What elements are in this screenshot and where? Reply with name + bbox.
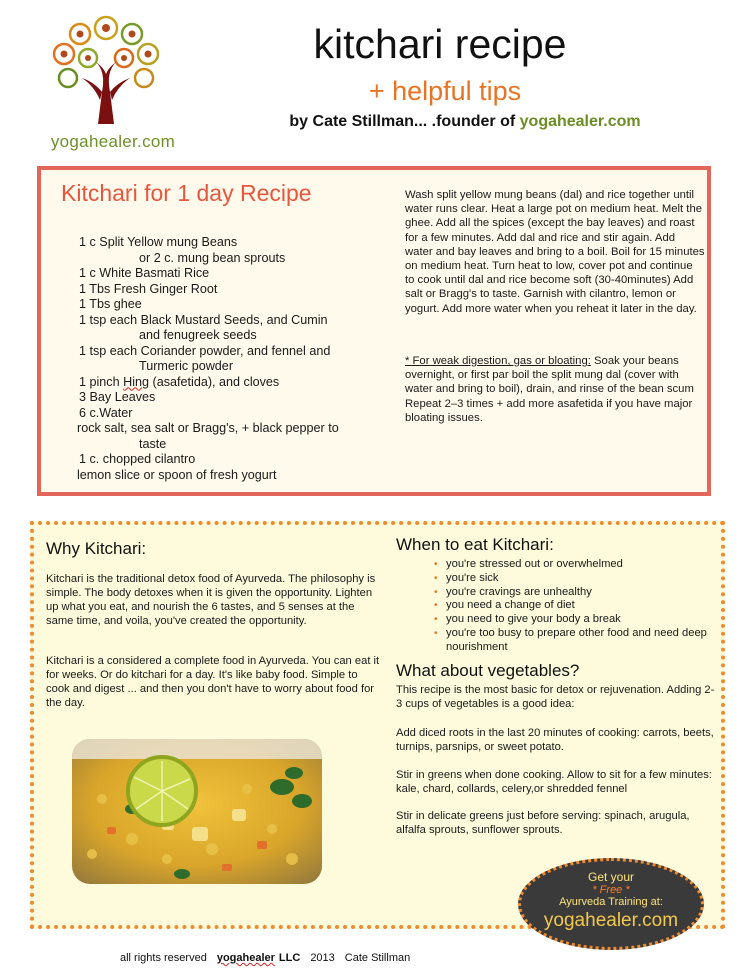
footer-brand: yogahealer: [216, 952, 275, 964]
byline: [240, 113, 690, 131]
byline-text: by Cate Stillman... .founder of: [289, 113, 520, 130]
why-heading: Why Kitchari:: [46, 539, 147, 558]
vegetables-intro: This recipe is the most basic for detox or rejuvenation. Adding 2-3 cups of vegetables is a good idea:: [396, 684, 715, 710]
logo-text: yogahealer.com: [50, 132, 176, 151]
list-item: [432, 586, 722, 600]
why-paragraph-2: Kitchari is a considered a complete food in Ayurveda. You can eat it for weeks. Or do kitchari for a day. It's like baby food. Simple to cook and digest ... and then you don't have to worry about food for the day.: [46, 655, 380, 709]
callout-free: * Free *: [592, 884, 630, 896]
when-list: [432, 558, 722, 655]
callout-line-1: Get your: [587, 870, 635, 884]
byline-site-link[interactable]: yogahealer.com: [519, 113, 641, 130]
digestion-tip: [405, 354, 701, 425]
bullet-icon: •: [434, 572, 438, 584]
list-item-text: you're sick: [446, 571, 499, 584]
ingredient-item: rock salt, sea salt or Bragg's, + black pepper to: [77, 421, 339, 435]
ingredient-item: Turmeric powder: [139, 359, 234, 373]
footer-year: 2013: [310, 952, 335, 964]
ingredient-item: and fenugreek seeds: [139, 328, 257, 342]
bullet-icon: •: [434, 559, 438, 570]
ingredient-item: 1 tsp each Coriander powder, and fennel and: [79, 343, 331, 358]
training-callout-button[interactable]: [518, 858, 704, 950]
bullet-icon: •: [434, 586, 438, 598]
ingredient-item: 3 Bay Leaves: [79, 390, 156, 404]
ingredient-item: 1 c White Basmati Rice: [79, 266, 210, 280]
bullet-icon: •: [434, 600, 438, 612]
ingredient-hing: Hing: [123, 374, 150, 389]
list-item-text: you're stressed out or overwhelmed: [446, 558, 623, 570]
vegetables-heading: What about vegetables?: [396, 661, 580, 680]
footer: [120, 952, 420, 964]
ingredient-item: [79, 375, 379, 391]
bullet-icon: •: [434, 614, 438, 626]
logo: [38, 12, 176, 152]
ingredient-item: or 2 c. mung bean sprouts: [139, 250, 286, 265]
callout-line-3: Ayurveda Training at:: [559, 896, 663, 908]
why-paragraph-1: Kitchari is the traditional detox food of Ayurveda. The philosophy is simple. The body detoxes when it is given the opportunity. Lighten up what you eat, and nourish the 6 tastes, and 5 senses at the same time, and voila, you've created the opportunity.: [46, 573, 376, 627]
ingredient-list: [79, 235, 379, 483]
list-item: [432, 572, 722, 586]
when-heading: When to eat Kitchari:: [396, 535, 554, 554]
recipe-title: Kitchari for 1 day Recipe: [61, 180, 312, 206]
list-item: [432, 613, 722, 627]
kitchari-bowl-image: [72, 739, 322, 884]
list-item: [432, 558, 722, 572]
ingredient-item: 6 c.Water: [79, 405, 133, 420]
recipe-box: [37, 166, 711, 496]
ingredient-text: 1 pinch: [79, 374, 124, 389]
list-item-text: you're cravings are unhealthy: [446, 585, 592, 598]
list-item-text: you need to give your body a break: [446, 613, 621, 626]
tip-label: * For weak digestion, gas or bloating:: [405, 355, 591, 367]
footer-llc: LLC: [278, 952, 301, 964]
page-title: kitchari recipe: [313, 21, 567, 67]
kitchari-photo: [72, 739, 322, 884]
ingredient-item: 1 Tbs Fresh Ginger Root: [79, 281, 218, 296]
callout-site-link[interactable]: yogahealer.com: [543, 910, 679, 931]
tip-text: Soak your beans overnight, or first par boil the split mung dal (cover with water and bring to boil), drain, and rinse of the bean scum Repeat 2–3 times + add more asafetida if you have major bloating issues.: [405, 355, 694, 424]
ingredient-item: lemon slice or spoon of fresh yogurt: [77, 467, 277, 482]
list-item: [432, 599, 722, 613]
vegetables-delicate: Stir in delicate greens just before serving: spinach, arugula, alfalfa sprouts, sunflower sprouts.: [396, 810, 690, 836]
footer-author: Cate Stillman: [344, 952, 411, 964]
list-item: [432, 627, 722, 655]
vegetables-greens: Stir in greens when done cooking. Allow to sit for a few minutes: kale, chard, collards, celery,or shredded fennel: [396, 769, 712, 795]
list-item-text: you need a change of diet: [446, 599, 575, 612]
ingredient-item: 1 c Split Yellow mung Beans: [79, 235, 238, 249]
tree-logo-icon: [46, 12, 166, 130]
footer-rights: all rights reserved: [120, 952, 207, 964]
vegetables-roots: Add diced roots in the last 20 minutes of cooking: carrots, beets, turnips, parsnips, or sweet potato.: [396, 727, 714, 753]
bullet-icon: •: [434, 627, 438, 639]
ingredient-item: taste: [139, 436, 167, 451]
ingredient-item: 1 tsp each Black Mustard Seeds, and Cumin: [79, 312, 328, 327]
page-subtitle: + helpful tips: [368, 76, 522, 106]
ingredient-item: 1 Tbs ghee: [79, 297, 142, 311]
cooking-method: Wash split yellow mung beans (dal) and rice together until water runs clear. Heat a large pot on medium heat. Melt the ghee. Add all the spices (except the bay leaves) and roast for a few minutes. Add dal and rice and stir again. Add water and bay leaves and bring to a boil. Boil for 15 minutes on medium heat. Turn heat to low, cover pot and continue to cook until dal and rice become soft (30-40minutes) Add salt or Bragg's to taste. Garnish with cilantro, lemon or yogurt. Add more water when you reheat it later in the day.: [405, 189, 705, 315]
ingredient-text: (asafetida), and cloves: [149, 374, 280, 389]
ingredient-item: 1 c. chopped cilantro: [79, 452, 196, 466]
list-item-text: you're too busy to prepare other food and need deep nourishment: [446, 626, 707, 653]
